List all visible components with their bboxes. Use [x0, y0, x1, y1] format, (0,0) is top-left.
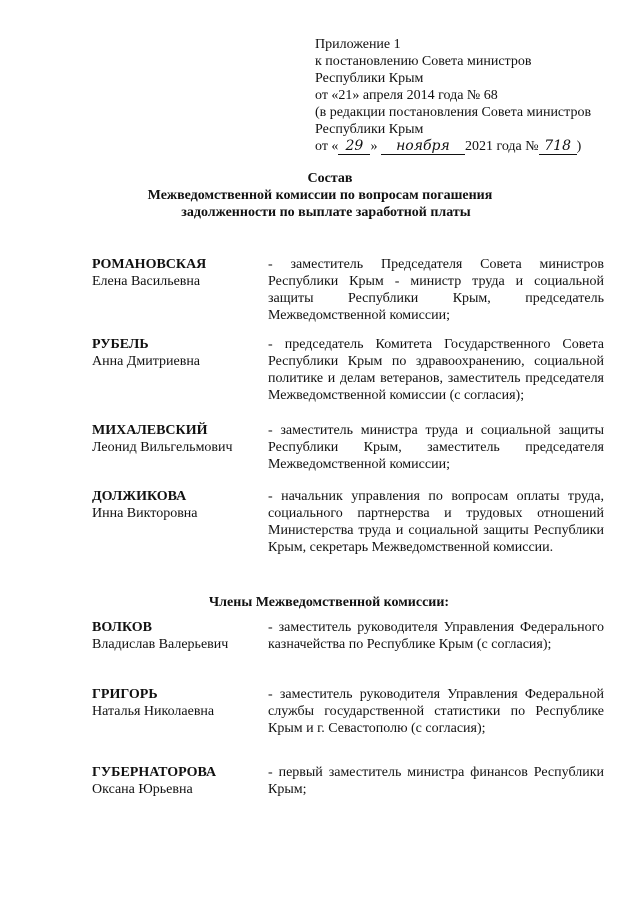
handwritten-day: 29 — [338, 139, 370, 155]
title-line: задолженности по выплате заработной платы — [181, 205, 471, 220]
person-name — [92, 256, 268, 290]
person-given-name: Инна Викторовна — [92, 506, 198, 521]
person-name — [92, 422, 268, 456]
person-surname: РУБЕЛЬ — [92, 337, 149, 352]
appendix-line: Приложение 1 — [315, 37, 401, 52]
person-given-name: Наталья Николаевна — [92, 704, 215, 719]
person-role: - первый заместитель министра финансов Республики Крым; — [268, 765, 604, 797]
appendix-line: от «21» апреля 2014 года № 68 — [315, 88, 498, 103]
person-given-name: Владислав Валерьевич — [92, 637, 229, 652]
appendix-date-line — [315, 138, 635, 155]
person-name — [92, 488, 268, 522]
date-suffix: ) — [576, 139, 582, 154]
person-name — [92, 764, 268, 798]
handwritten-month: ноября — [381, 139, 465, 155]
person-given-name: Оксана Юрьевна — [92, 782, 193, 797]
person-role: - заместитель руководителя Управления Федеральной службы государственной статистики по Республике Крым и г. Севастополю (с согласия); — [268, 687, 604, 736]
title-line: Межведомственной комиссии по вопросам погашения — [147, 188, 493, 203]
person-name — [92, 619, 268, 653]
person-surname: ДОЛЖИКОВА — [92, 489, 187, 504]
title-line: Состав — [307, 171, 353, 186]
person-name — [92, 686, 268, 720]
person-given-name: Леонид Вильгельмович — [92, 440, 233, 455]
person-given-name: Елена Васильевна — [92, 274, 201, 289]
person-name — [92, 336, 268, 370]
handwritten-number: 718 — [539, 139, 577, 155]
person-role: - заместитель Председателя Совета министров Республики Крым - министр труда и социальной защиты Республики Крым, председатель Межведомственной комиссии; — [268, 257, 604, 323]
person-surname: РОМАНОВСКАЯ — [92, 257, 207, 272]
person-surname: ВОЛКОВ — [92, 620, 152, 635]
date-year: 2021 года № — [464, 139, 539, 154]
appendix-line: (в редакции постановления Совета министров — [315, 105, 592, 120]
members-section-title: Члены Межведомственной комиссии: — [208, 595, 450, 610]
person-role: - заместитель министра труда и социальной защиты Республики Крым, заместитель председателя Межведомственной комиссии; — [268, 423, 604, 472]
person-role: - заместитель руководителя Управления Федерального казначейства по Республике Крым (с согласия); — [268, 620, 604, 652]
date-mid: » — [370, 139, 378, 154]
person-role: - начальник управления по вопросам оплаты труда, социального партнерства и трудовых отношений Министерства труда и социальной защиты Республики Крым, секретарь Межведомственной комиссии. — [268, 489, 604, 555]
appendix-line: к постановлению Совета министров — [315, 54, 532, 69]
document-title — [0, 170, 640, 221]
appendix-line: Республики Крым — [315, 122, 424, 137]
person-given-name: Анна Дмитриевна — [92, 354, 201, 369]
person-surname: ГУБЕРНАТОРОВА — [92, 765, 217, 780]
appendix-line: Республики Крым — [315, 71, 424, 86]
person-surname: ГРИГОРЬ — [92, 687, 158, 702]
appendix-header — [315, 36, 635, 155]
person-role: - председатель Комитета Государственного Совета Республики Крым по здравоохранению, социальной политике и делам ветеранов, заместитель председателя Межведомственной комиссии (с согласия); — [268, 337, 604, 403]
date-prefix: от « — [315, 139, 339, 154]
person-surname: МИХАЛЕВСКИЙ — [92, 423, 208, 438]
